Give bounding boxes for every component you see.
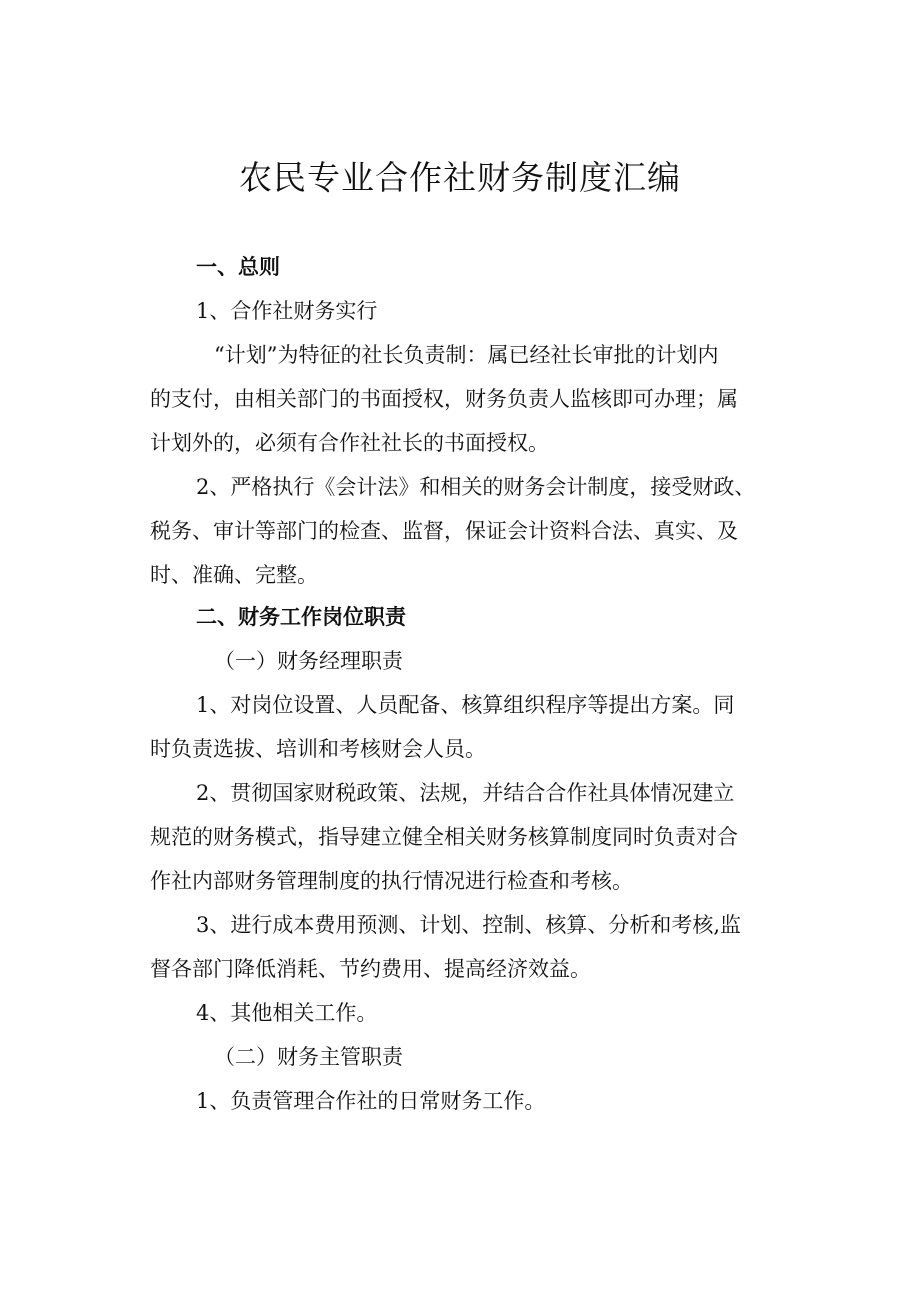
paragraph-line: “计划”为特征的社长负责制：属已经社长审批的计划内 <box>214 343 719 367</box>
subsection-heading: （一）财务经理职责 <box>214 649 403 673</box>
paragraph-line: 作社内部财务管理制度的执行情况进行检查和考核。 <box>150 869 633 893</box>
section-heading-general: 一、总则 <box>196 255 280 279</box>
paragraph-line: 税务、审计等部门的检查、监督，保证会计资料合法、真实、及 <box>150 519 738 543</box>
paragraph-line: 1、对岗位设置、人员配备、核算组织程序等提出方案。同 <box>196 693 735 717</box>
paragraph-line: 督各部门降低消耗、节约费用、提高经济效益。 <box>150 957 591 981</box>
paragraph-line: 的支付，由相关部门的书面授权，财务负责人监核即可办理；属 <box>150 387 738 411</box>
paragraph-line: 1、负责管理合作社的日常财务工作。 <box>196 1089 546 1113</box>
paragraph-line: 1、合作社财务实行 <box>196 299 378 323</box>
paragraph-line: 4、其他相关工作。 <box>196 1001 378 1025</box>
paragraph-line: 2、贯彻国家财税政策、法规，并结合合作社具体情况建立 <box>196 781 735 805</box>
document-title: 农民专业合作社财务制度汇编 <box>239 158 681 197</box>
paragraph-line: 3、进行成本费用预测、计划、控制、核算、分析和考核,监 <box>196 913 742 937</box>
paragraph-line: 2、严格执行《会计法》和相关的财务会计制度，接受财政、 <box>196 475 756 499</box>
subsection-heading: （二）财务主管职责 <box>214 1045 403 1069</box>
paragraph-line: 规范的财务模式，指导建立健全相关财务核算制度同时负责对合 <box>150 825 738 849</box>
section-heading-duties: 二、财务工作岗位职责 <box>196 605 406 629</box>
paragraph-line: 时负责选拔、培训和考核财会人员。 <box>150 737 486 761</box>
paragraph-line: 时、准确、完整。 <box>150 563 318 587</box>
paragraph-line: 计划外的，必须有合作社社长的书面授权。 <box>150 431 549 455</box>
